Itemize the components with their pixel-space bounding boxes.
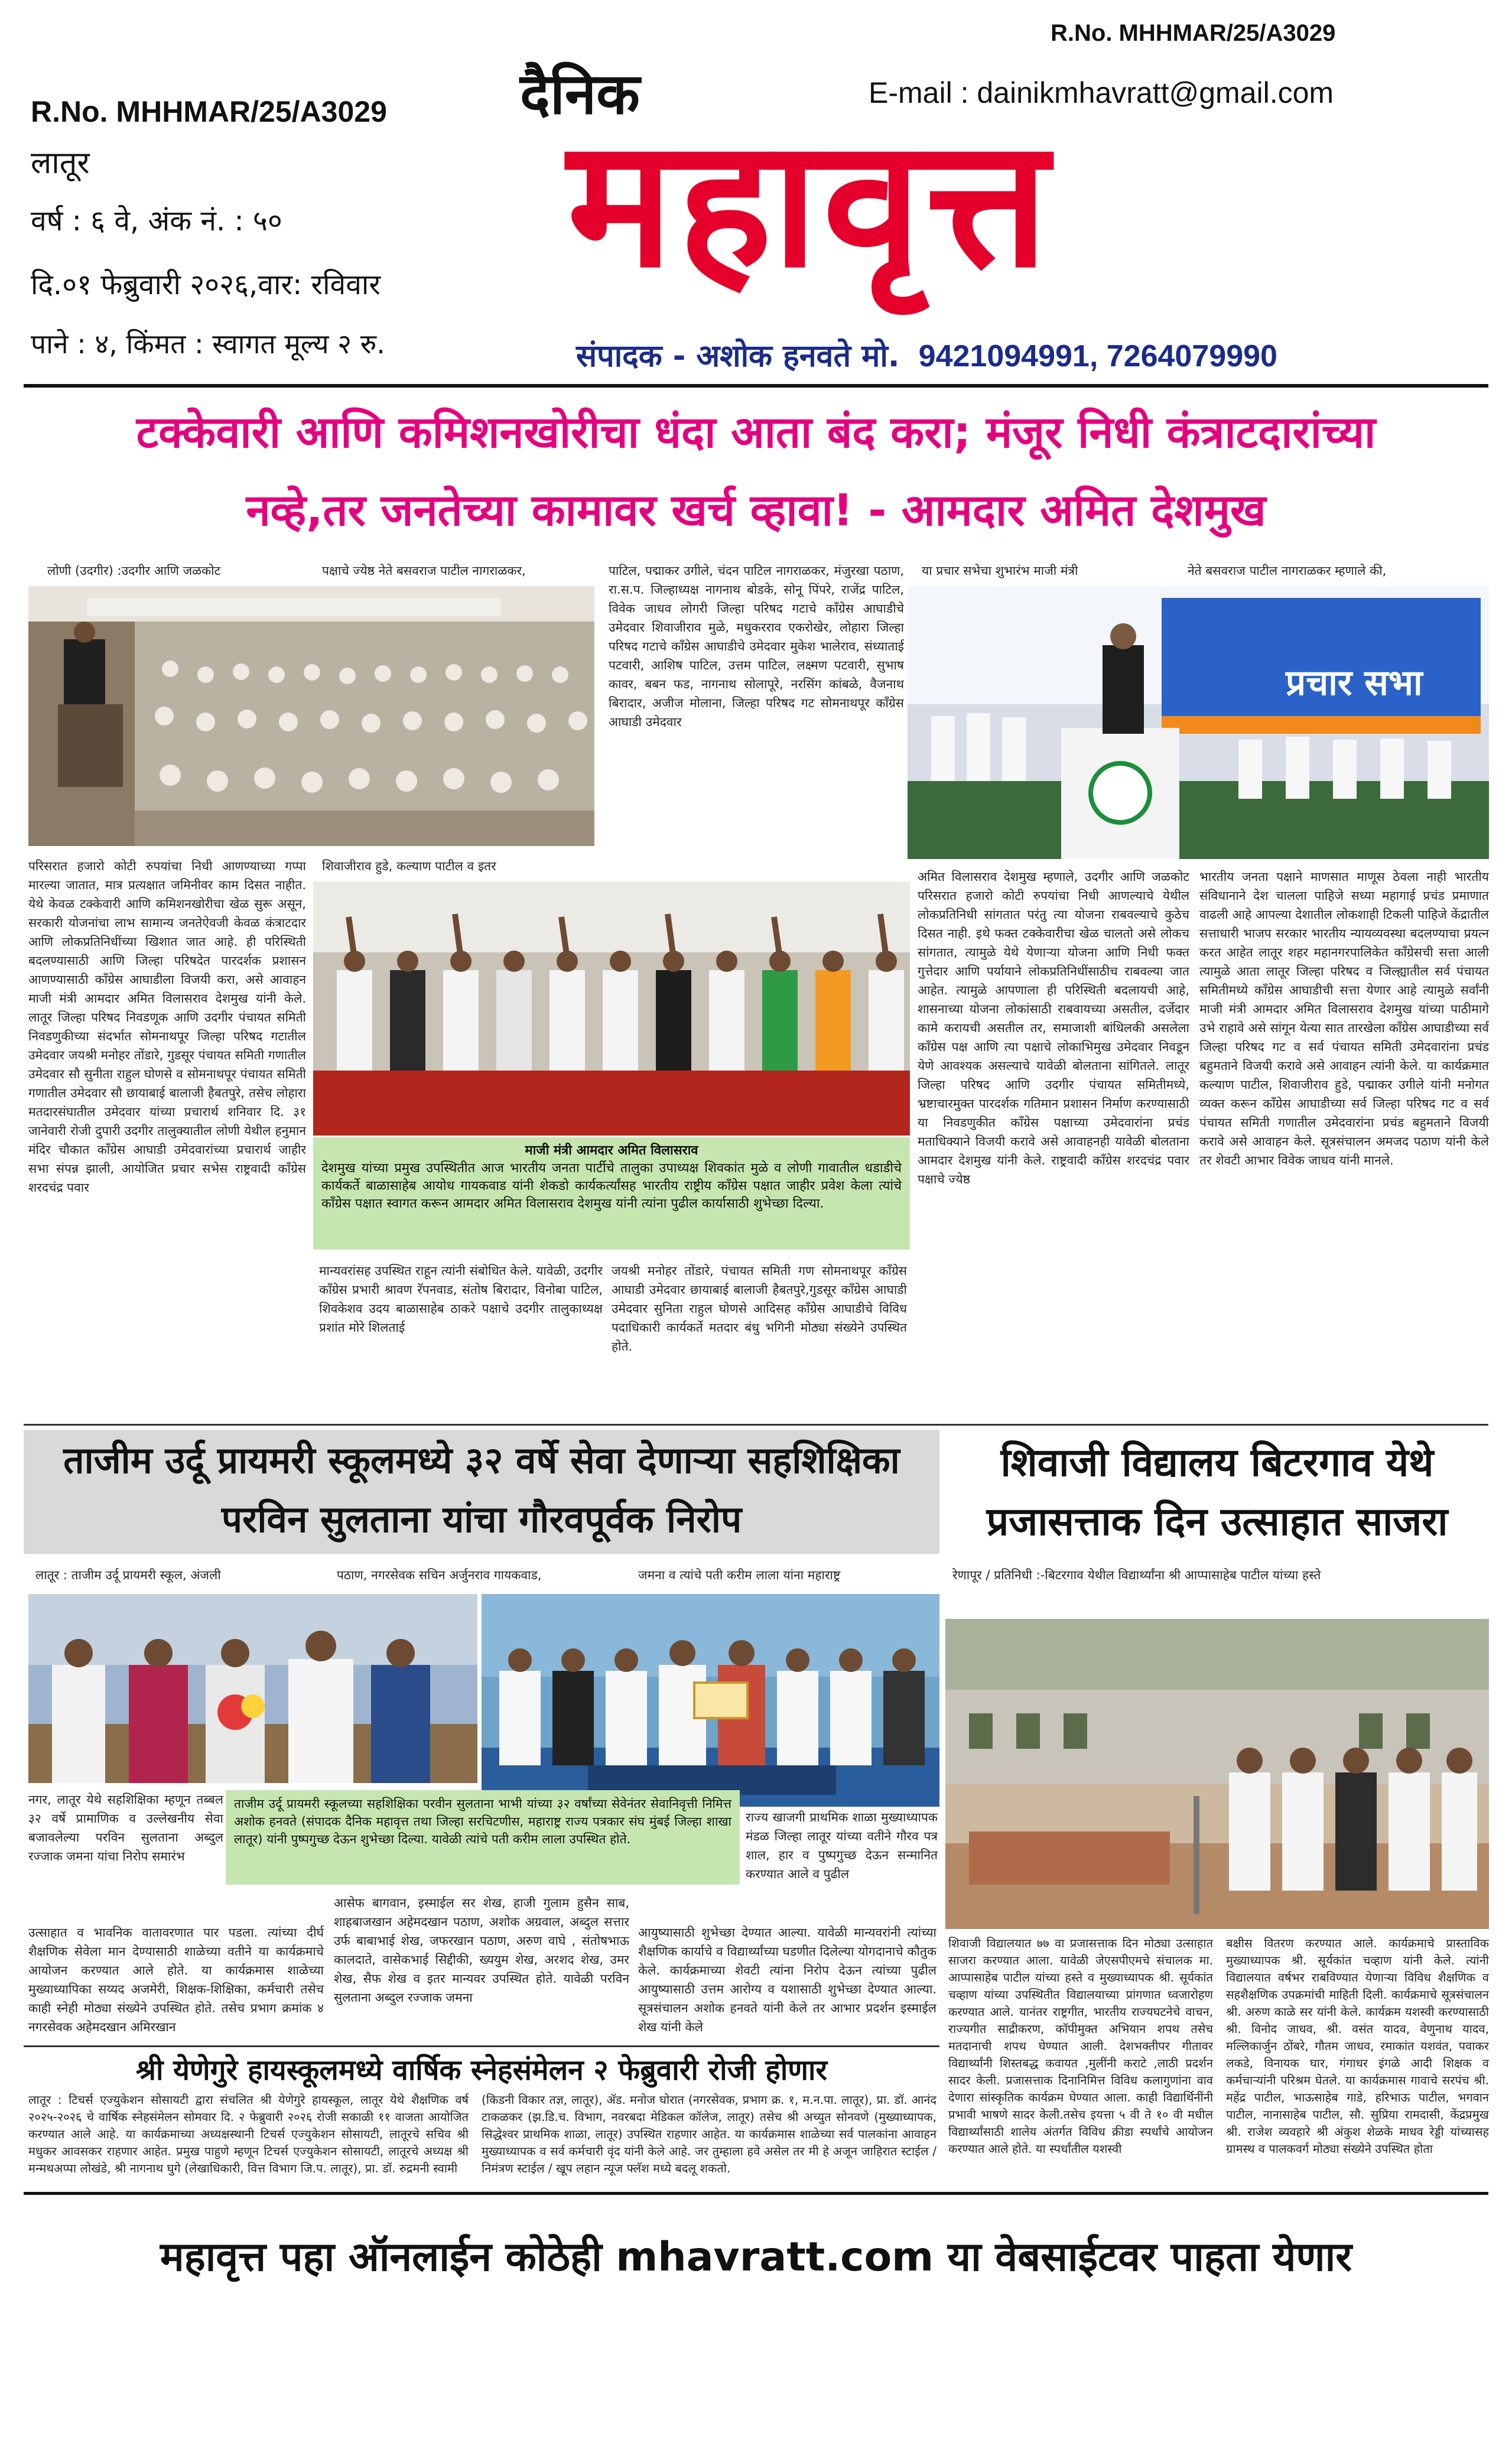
certificate-felicitation-photo [482,1594,939,1807]
story2-bottom-col3: आयुष्यासाठी शुभेच्छा देण्यात आल्या. यावेळी मान्यवरांनी त्यांच्या शैक्षणिक कार्याचे व विद्यार्थ्यांच्या घडणीत दिलेल्या योगदानाचे कौतुक केले. कार्यक्रमाच्या शेवटी त्यांना निरोप देऊन त्यांच्या पुढील आयुष्यासाठी उत्तम आरोग्य व यशासाठी शुभेच्छा देण्यात आल्या. सूत्रसंचालन अशोक हनवते यांनी केले तर आभार प्रदर्शन इस्माईल शेख यांनी केले [638,1925,937,2034]
story1-mid-col-a: मान्यवरांसह उपस्थित राहून त्यांनी संबोधित केले. यावेळी, उदगीर काँग्रेस प्रभारी श्रावण रॅपनवाड, संतोष बिरादार, विनोबा पाटिल, शिवकेशव उदय बाळासाहेब ठाकरे पक्षाचे उदगीर तालुकाध्यक्ष प्रशांत मोरे शिलताई [319,1264,603,1335]
story1-headline-line2: नव्हे,तर जनतेच्या कामावर खर्च व्हावा! - आमदार अमित देशमुख [246,485,1266,536]
registration-number-left: R.No. MHHMAR/25/A3029 [31,95,387,128]
story1-col3-text: पाटिल, पद्माकर उगीले, चंदन पाटिल नागराळकर, मंजुरखा पठाण, रा.स.प. जिल्हाध्यक्ष नागनाथ बोडके, सोनू पिंपरे, राजेंद्र पाटिल, विवेक जाधव लोगरी जिल्हा परिषद गटाचे काँग्रेस आघाडीचे उमेदवार शिवाजीराव मुळे, मधुकरराव एकरोखेर, लोहारा जिल्हा परिषद गटाचे काँग्रेस आघाडीचे उमेदवार मुकेश भालेराव, संध्याताई पटवारी, आशिष पाटिल, उत्तम पाटिल, लक्ष्मण पटवारी, सुभाष कावर, बबन फड, नागनाथ सोलापूरे, नरसिंग कांबळे, वैजनाथ बिरादार, अजीज मोलाना, जिल्हा परिषद गट सोमनाथपूर काँग्रेस आघाडी उमेदवार [609,564,904,729]
rally-crowd-image [28,586,594,846]
story1-headline-line1: टक्केवारी आणि कमिशनखोरीचा धंदा आता बंद करा; मंजूर निधी कंत्राटदारांच्या [136,407,1376,458]
school-felicitation-image [28,1594,477,1783]
story1-col1-lead: लोणी (उदगीर) :उदगीर आणि जळकोट [47,564,221,578]
editor-line [576,334,1277,376]
masthead-divider [24,384,1488,388]
editor-name: संपादक - अशोक हनवते मो. [576,339,900,374]
story3-dateline: रेणापूर / प्रतिनिधी :-बिटरगाव येथील विद्यार्थ्यांना श्री आप्पासाहेब पाटील यांच्या हस्ते [952,1568,1321,1582]
story1-photo-caption [313,1137,910,1250]
story2-bottom-col1: उत्साहात व भावनिक वातावरणात पार पडला. त्यांच्या दीर्घ शैक्षणिक सेवेला मान देण्यासाठी शाळेच्या वतीने या कार्यक्रमाचे आयोजन करण्यात आले होते. या कार्यक्रमास शाळेच्या मुख्याध्यापिका सय्यद अजमेरी, शिक्षक-शिक्षिका, कर्मचारी तसेच काही स्नेही मोठ्या संख्येने उपस्थित होते. तसेच प्रभाग क्रमांक ४ नगरसेवक अहेमदखान अमिरखान [28,1925,324,2034]
leaders-on-stage-image [313,881,910,1136]
flag-hoisting-image [945,1619,1489,1929]
story3-col1: शिवाजी विद्यालयात ७७ वा प्रजासत्ताक दिन मोठ्या उत्साहात साजरा करण्यात आला. यावेळी जेएसपीएमचे संचालक मा. आप्पासाहेब पाटील यांच्या हस्ते व मुख्याध्यापक श्री. सूर्यकांत चव्हाण यांच्या उपस्थितीत विद्यालयाच्या प्रांगणात ध्वजारोहण करण्यात आले. यानंतर राष्ट्रगीत, भारतीय राज्यघटनेचे वाचन, राज्यगीत साद्रीकरण, कॉपीमुक्त अभियान शपथ तसेच मतदानाची शपथ घेण्यात आली. देशभक्तीपर गीतावर विद्यार्थ्यांनी शिस्तबद्ध कवायत ,मुलींनी कराटे ,लाठी प्रदर्शन सादर केली. प्रजासत्ताक दिनानिमित्त विविध कलागुणांना वाव देणारा सांस्कृतिक कार्यक्रम घेण्यात आला. काही विद्यार्थिनींनी प्रभावी भाषणे सादर केली.तसेच इयत्ता ५ वी ते १० वी मधील विद्यार्थ्यांसाठी शालेय अंतर्गत विविध क्रीडा स्पर्धांचे आयोजन करण्यात आले होते. या स्पर्धांतील यशस्वी [948,1936,1213,2156]
story2-headline-line1: ताजीम उर्दू प्रायमरी स्कूलमध्ये ३२ वर्षे सेवा देणाऱ्या सहशिक्षिका [63,1439,900,1482]
prachar-sabha-photo [908,586,1489,859]
footer-divider [24,2192,1488,2195]
story2-left-col: नगर, लातूर येथे सहशिक्षिका म्हणून तब्बल ३२ वर्षे प्रामाणिक व उल्लेखनीय सेवा बजावलेल्या परविन सुलताना अब्दुल रज्जाक जमना यांचा निरोप समारंभ [28,1793,223,1863]
story1-col5-lead: नेते बसवराज पाटील नागराळकर म्हणाले की, [1188,564,1387,578]
editor-phones: 9421094991, 7264079990 [918,339,1277,373]
story1-caption-title: माजी मंत्री आमदार अमित विलासराव [525,1143,698,1158]
daily-label: दैनिक [520,61,640,127]
footer-website-line: महावृत्त पहा ऑनलाईन कोठेही mhavratt.com या वेबसाईटवर पाहता येणार [160,2234,1352,2281]
story2-headline-line2: परविन सुलताना यांचा गौरवपूर्वक निरोप [221,1498,742,1541]
flag-hoisting-photo [945,1619,1489,1929]
email-address: E-mail : dainikmhavratt@gmail.com [869,76,1334,109]
pages-price: पाने : ४, किंमत : स्वागत मूल्य २ रु. [31,328,385,360]
prachar-sabha-banner-text: प्रचार सभा [1286,662,1423,704]
registration-number-right: R.No. MHHMAR/25/A3029 [1051,20,1336,46]
story1-col4-body: अमित विलासराव देशमुख म्हणाले, उदगीर आणि जळकोट परिसरात हजारो कोटी रुपयांचा निधी आणल्याचे येथील लोकप्रतिनिधी सांगतात परंतु त्या योजना राबवल्याचे कुठेच दिसत नाही. इथे फक्त टक्केवारीचा खेळ चालतो असे लोकच सांगतात, त्यामुळे येथे येणाऱ्या योजना आणि निधी फक्त गुत्तेदार आणि पर्यायाने लोकप्रतिनिधींसाठीच राबवल्या जात आहेत. त्यामुळे आपणाला ही परिस्थिती बदलायची आहे, शासनाच्या योजना लोकांसाठी राबवायच्या असतील, दर्जेदार कामे करायची असतील तर, समाजाशी बांधिलकी असलेला काँग्रेस पक्ष आणि त्या पक्षाचे लोकाभिमुख उमेदवार निवडून येणे आवश्यक असल्याचे यावेळी बोलताना सांगितले. लातूर जिल्हा परिषद आणि उदगीर पंचायत समितीमध्ये, भ्रष्टाचारमुक्त पारदर्शक गतिमान प्रशासन निर्माण करण्यासाठी या निवडणुकीत काँग्रेस पक्षाच्या उमेदवारांना प्रचंड मताधिक्याने विजयी करावे असे आवाहनही यावेळी बोलताना आमदार देशमुख यांनी केले. राष्ट्रवादी काँग्रेस शरदचंद्र पवार पक्षाचे ज्येष्ठ [918,870,1189,1186]
story3-headline-line1: शिवाजी विद्यालय बिटरगाव येथे [1000,1440,1434,1485]
story1-col4-lead: या प्रचार सभेचा शुभारंभ माजी मंत्री [922,564,1078,578]
city-label: लातूर [31,145,90,181]
story2-lead-b: पठाण, नगरसेवक सचिन अर्जुनराव गायकवाड, [337,1568,542,1582]
story2-lead-a: लातूर : ताजीम उर्दू प्रायमरी स्कूल, अंजली [35,1568,221,1582]
story2-bottom-col2: आसेफ बागवान, इस्माईल सर शेख, हाजी गुलाम हुसैन साब, शाहबाजखान अहेमदखान पठाण, अशोक अग्रवाल, अब्दुल सत्तार उर्फ बाबाभाई शेख, जफरखान पठाण, अरुण वाघे , संतोषभाऊ कालदाते, वासेकभाई सिद्दीकी, ख्ययुम शेख, अरशद शेख, उमर शेख, सैफ शेख व इतर मान्यवर उपस्थित होते. यावेळी परविन सुलताना अब्दुल रज्जाक जमना [334,1896,629,2005]
story1-col5-body: भारतीय जनता पक्षाने माणसात माणूस ठेवला नाही भारतीय संविधानाने देश चालला पाहिजे सध्या महागाई प्रचंड प्रमाणात वाढली आहे आपल्या देशातील लोकशाही टिकली पाहिजे केंद्रातील सत्ताधारी भाजप सरकार भारतीय न्यायव्यवस्था बदलण्याचा प्रयत्न करत आहेत लातूर शहर महानगरपालिकेत काँग्रेसची सत्ता आली त्यामुळे आता लातूर जिल्हा परिषद व जिल्ह्यातील सर्व पंचायत समितीमध्ये काँग्रेस आघाडीची सत्ता येणार आहे त्यामुळे सर्वांनी माजी मंत्री आमदार अमित विलासराव देशमुख यांच्या पाठीमागे उभे राहावे असे सांगून येत्या सात तारखेला काँग्रेस आघाडीच्या सर्व जिल्हा परिषद गट व सर्व पंचायत समिती उमेदवारांना प्रचंड बहुमताने विजयी करावे असे आवाहन त्यांनी केले. या कार्यक्रमात कल्याण पाटील, शिवाजीराव हुडे, पद्माकर उगीले यांनी मनोगत व्यक्त करून काँग्रेस आघाडीच्या सर्व जिल्हा परिषद गट व सर्व पंचायत समिती गणातील उमेदवारांना प्रचंड बहुमताने विजयी करावे असे आवाहन केले. सूत्रसंचालन अमजद पठाण यांनी केले तर शेवटी आभार विवेक जाधव यांनी मानले. [1199,870,1489,1167]
newspaper-title: महावृत्त [567,100,1053,307]
prachar-sabha-image [908,586,1489,859]
story1-caption-body: देशमुख यांच्या प्रमुख उपस्थितीत आज भारतीय जनता पार्टीचे तालुका उपाध्यक्ष शिवकांत मुळे व लोणी गावातील धडाडीचे कार्यकर्ते बाळासाहेब आयोध गायकवाड यांनी शेकडो कार्यकर्त्यांसह भारतीय राष्ट्रीय काँग्रेस पक्षात जाहीर प्रवेश केला त्यांचे काँग्रेस पक्षात स्वागत करून आमदार अमित विलासराव देशमुख यांनी त्यांना पुढील कार्यासाठी शुभेच्छा दिल्या. [321,1161,902,1211]
story2-headline-box [24,1430,939,1554]
leaders-on-stage-photo [313,881,910,1136]
story1-mid-col-b: जयश्री मनोहर तोंडारे, पंचायत समिती गण सोमनाथपूर काँग्रेस आघाडी उमेदवार छायाबाई बालाजी हैबतपुरे,गुडसूर काँग्रेस आघाडी उमेदवार सुनिता राहुल घोणसे आदिसह काँग्रेस आघाडीचे विविध पदाधिकारी कार्यकर्ते मतदार बंधु भगिनी मोठ्या संख्येने उपस्थित होते. [612,1264,907,1354]
certificate-felicitation-image [482,1594,939,1807]
story3-col2: बक्षीस वितरण करण्यात आले. कार्यक्रमाचे प्रास्ताविक मुख्याध्यापक श्री. सूर्यकांत चव्हाण यांनी केले. त्यांनी विद्यालयात वर्षभर राबविण्यात येणाऱ्या विविध शैक्षणिक व सहशैक्षणिक उपक्रमांची माहिती दिली. कार्यक्रमाचे सूत्रसंचालन श्री. अरुण काळे सर यांनी केले. कार्यक्रम यशस्वी करण्यासाठी श्री. विनोद जाधव, श्री. वसंत यादव, वेणुनाथ यादव, मल्लिकार्जुन ठोंबरे, गौतम जाधव, रमाकांत यशवंत, पवाकर लकडे, विनायक घार, गंगाधर इंगळे आदी शिक्षक व कर्मचाऱ्यांनी परिश्रम घेतले. या कार्यक्रमास गावाचे सरपंच श्री. महेंद्र पाटील, भाऊसाहेब गाडे, हरिभाऊ पाटील, भगवान पाटील, नानासाहेब पाटील, सौ. सुप्रिया रामदासी, केंद्रप्रमुख श्री. राजेश व्यवहारे श्री अंकुश शेळके माधव रेड्डी यांच्यासह ग्रामस्थ व पालकवर्ग मोठ्या संख्येने उपस्थित होता [1226,1936,1489,2156]
story4-top-divider [24,2045,939,2047]
story1-col2-caption: शिवाजीराव हुडे, कल्याण पाटील व इतर [322,859,496,873]
volume-issue: वर्ष : ६ वे, अंक नं. : ५० [31,204,282,238]
story1-col1-body: परिसरात हजारो कोटी रुपयांचा निधी आणण्याच्या गप्पा मारल्या जातात, मात्र प्रत्यक्षात जमिनीवर काम दिसत नाहीत. येथे केवळ टक्केवारी आणि कमिशनखोरीचा खेळ सुरू असून, सरकारी योजनांचा लाभ सामान्य जनतेऐवजी केवळ कंत्राटदार आणि लोकप्रतिनिधींच्या खिशात जात आहे. ही परिस्थिती बदलण्यासाठी आणि जिल्हा परिषदेत पारदर्शक प्रशासन आणण्यासाठी काँग्रेस आघाडीला विजयी करा, असे आवाहन माजी मंत्री आमदार अमित विलासराव देशमुख यांनी केले. लातूर जिल्हा परिषद निवडणूक आणि उदगीर पंचायत समिती निवडणुकीच्या संदर्भात सोमनाथपूर जिल्हा परिषद गटातील उमेदवार जयश्री मनोहर तोंडारे, गुडसूर पंचायत समिती गणातील उमेदवार सौ सुनीता राहुल घोणसे व सोमनाथपूर पंचायत समिती गणातील उमेदवार सौ छायाबाई बालाजी हैबतपुरे, तसेच लोहारा मतदारसंघातील उमेदवार यांच्या प्रचारार्थ शनिवार दि. ३१ जानेवारी रोजी दुपारी उदगीर तालुक्यातील लोणी येथील हनुमान मंदिर चौकात काँग्रेस आघाडी उमेदवारांच्या प्रचारार्थ जाहीर सभा संपन्न झाली, आयोजित प्रचार सभेस राष्ट्रवादी काँग्रेस शरदचंद्र पवार [28,859,306,1195]
story3-headline-box [945,1430,1489,1557]
story2-photo-caption: ताजीम उर्दू प्रायमरी स्कूलच्या सहशिक्षिका परवीन सुलताना भाभी यांच्या ३२ वर्षांच्या सेवेनंतर सेवानिवृत्ती निमित्त अशोक हनवते (संपादक दैनिक महावृत्त तथा जिल्हा सरचिटणीस, महाराष्ट्र राज्य पत्रकार संघ मुंबई जिल्हा शाखा लातूर) यांनी पुष्पगुच्छ देऊन शुभेच्छा दिल्या. यावेळी त्यांचे पती करीम लाला उपस्थित होते. [226,1790,740,1885]
story2-right-col: राज्य खाजगी प्राथमिक शाळा मुख्याध्यापक मंडळ जिल्हा लातूर यांच्या वतीने गौरव पत्र शाल, हार व पुष्पगुच्छ देऊन सन्मानित करण्यात आले व पुढील [746,1810,938,1881]
story1-col2-lead: पक्षाचे ज्येष्ठ नेते बसवराज पाटील नागराळकर, [322,564,526,578]
rally-crowd-photo [28,586,594,846]
school-felicitation-photo [28,1594,477,1783]
story4-headline: श्री येणेगुरे हायस्कूलमध्ये वार्षिक स्नेहसंमेलन २ फेब्रुवारी रोजी होणार [135,2054,828,2087]
story4-col2: (किडनी विकार तज्ञ, लातूर), ॲड. मनोज घोरात (नगरसेवक, प्रभाग क्र. १, म.न.पा. लातूर), प्रा. डॉ. आनंद टाकळकर (झ.डि.च. विभाग, नवरबदा मेडिकल कॉलेज, लातूर) तसेच श्री अच्युत सोनवणे (मुख्याध्यापक, सिद्धेश्वर प्राथमिक शाळा, लातूर) उपस्थित राहणार आहेत. या कार्यक्रमास शाळेच्या सर्व पालकांना आवाहन मुख्याध्यापक व सर्व कर्मचारी वृंद यांनी केले आहे. जर तुम्हाला हवे असेल तर मी हे अजून जाहिरात स्टाईल / निमंत्रण स्टाईल / खूप लहान न्यूज फ्लॅश मध्ये बदलू शकतो. [482,2093,937,2175]
story1-bottom-divider [24,1424,1488,1426]
story3-headline-line2: प्रजासत्ताक दिन उत्साहात साजरा [986,1499,1448,1544]
story4-col1: लातूर : टिचर्स एज्युकेशन सोसायटी द्वारा संचलित श्री येणेगुरे हायस्कूल, लातूर येथे शैक्षणिक वर्ष २०२५-२०२६ चे वार्षिक स्नेहसंमेलन सोमवार दि. २ फेब्रुवारी २०२६ रोजी सकाळी ११ वाजता आयोजित करण्यात आले आहे. या कार्यक्रमाच्या अध्यक्षस्थानी टिचर्स एज्युकेशन सोसायटी, लातूरचे सचिव श्री मधुकर आवसकर राहणार आहेत. प्रमुख पाहुणे म्हणून टिचर्स एज्युकेशन सोसायटी, लातूरचे अध्यक्ष श्री मन्मथअप्पा लोखंडे, श्री नागनाथ घुगे (लेखाधिकारी, वित्त विभाग जि.प. लातूर), प्रा. डॉ. रुद्रमनी स्वामी [28,2093,469,2175]
issue-date: दि.०१ फेब्रुवारी २०२६,वार: रविवार [31,268,381,301]
story2-lead-c: जमना व त्यांचे पती करीम लाला यांना महाराष्ट्र [638,1568,841,1582]
